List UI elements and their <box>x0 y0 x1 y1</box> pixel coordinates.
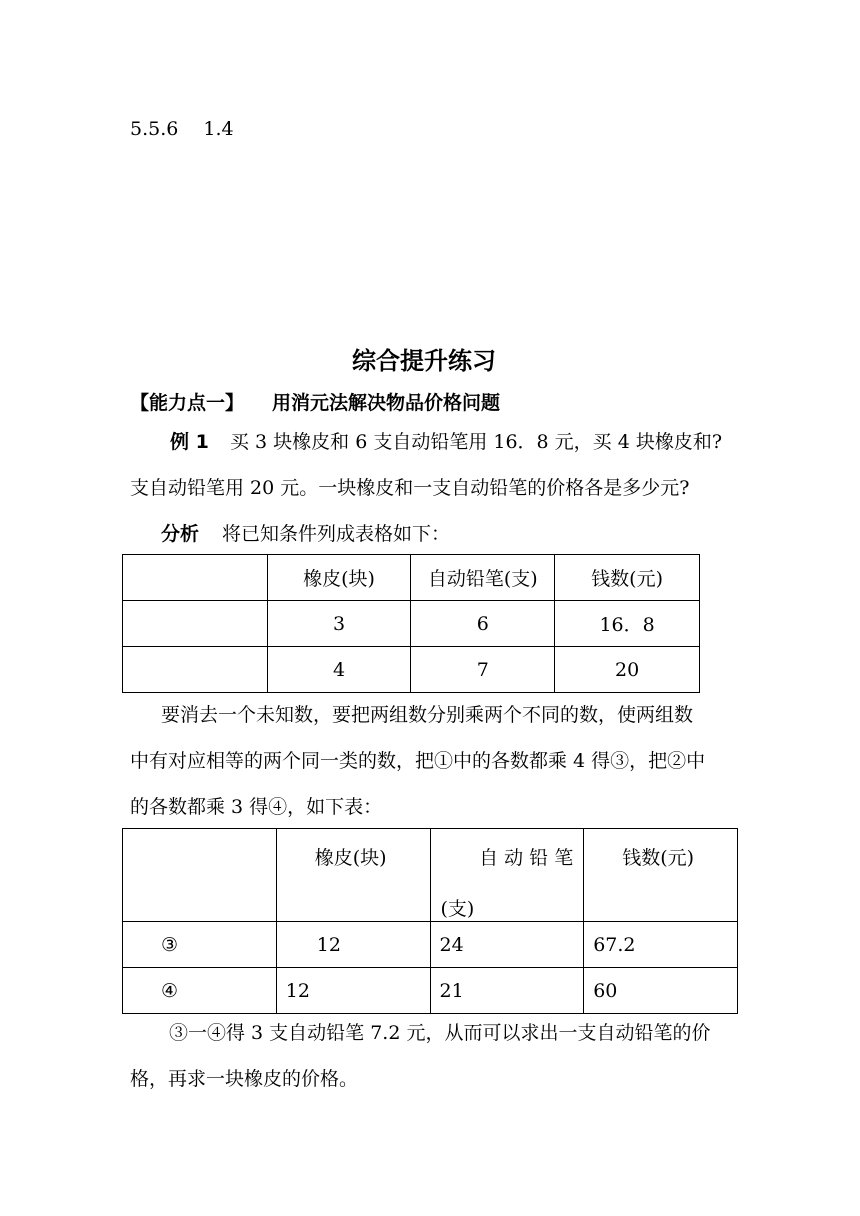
table-cell: 24 <box>430 922 584 968</box>
table-cell <box>123 647 268 693</box>
table-header-cell: 橡皮(块) <box>267 555 411 601</box>
table-cell <box>123 555 268 601</box>
example-line-2: 支自动铅笔用 20 元。一块橡皮和一支自动铅笔的价格各是多少元? <box>130 477 690 499</box>
table-cell: 20 <box>555 647 700 693</box>
table-header-row <box>123 555 700 601</box>
table-cell: ③ <box>123 922 277 968</box>
table-cell: 67.2 <box>584 922 738 968</box>
table-row <box>123 922 738 968</box>
table-header-cell: 钱数(元) <box>555 555 700 601</box>
table-cell: 12 <box>276 922 430 968</box>
table-cell: 16．8 <box>555 601 700 647</box>
analysis-label: 分析 <box>161 523 200 545</box>
table-cell: 60 <box>584 968 738 1014</box>
conditions-table <box>122 554 700 693</box>
table-cell <box>123 601 268 647</box>
table-cell: 12 <box>276 968 430 1014</box>
paragraph-line-2: 中有对应相等的两个同一类的数，把①中的各数都乘 4 得③，把②中 <box>130 750 706 772</box>
example-line-1: 买 3 块橡皮和 6 支自动铅笔用 16．8 元，买 4 块橡皮和? <box>230 431 723 453</box>
point-heading-label: 【能力点一】 <box>130 392 245 414</box>
paragraph-line-1: 要消去一个未知数，要把两组数分别乘两个不同的数，使两组数 <box>161 704 694 726</box>
table-cell: ④ <box>123 968 277 1014</box>
table-cell <box>123 829 277 922</box>
table-header-text: 钱数(元) <box>622 847 695 869</box>
table-header-cell <box>430 829 584 922</box>
table-row <box>123 601 700 647</box>
example-label: 例 1 <box>170 431 209 453</box>
table-cell: 7 <box>411 647 555 693</box>
table-header-cell <box>276 829 430 922</box>
table-header-text: (支) <box>440 898 475 920</box>
point-heading-text: 用消元法解决物品价格问题 <box>272 392 501 414</box>
table-cell: 21 <box>430 968 584 1014</box>
table-cell: 6 <box>411 601 555 647</box>
table-cell: 4 <box>267 647 411 693</box>
top-answer-line: 5.5.6 1.4 <box>130 118 234 140</box>
conclusion-line-1: ③一④得 3 支自动铅笔 7.2 元，从而可以求出一支自动铅笔的价 <box>169 1022 711 1044</box>
table-header-cell <box>584 829 738 922</box>
paragraph-line-3: 的各数都乘 3 得④，如下表： <box>130 796 383 818</box>
analysis-text: 将已知条件列成表格如下： <box>222 523 451 545</box>
table-row <box>123 968 738 1014</box>
table-row <box>123 647 700 693</box>
conclusion-line-2: 格，再求一块橡皮的价格。 <box>130 1068 359 1090</box>
table-header-row <box>123 829 738 922</box>
multiplied-table <box>122 828 738 1014</box>
table-header-text: 自 动 铅 笔 <box>479 847 574 869</box>
table-header-text: 橡皮(块) <box>314 847 387 869</box>
section-title: 综合提升练习 <box>352 347 496 375</box>
table-header-cell: 自动铅笔(支) <box>411 555 555 601</box>
table-cell: 3 <box>267 601 411 647</box>
